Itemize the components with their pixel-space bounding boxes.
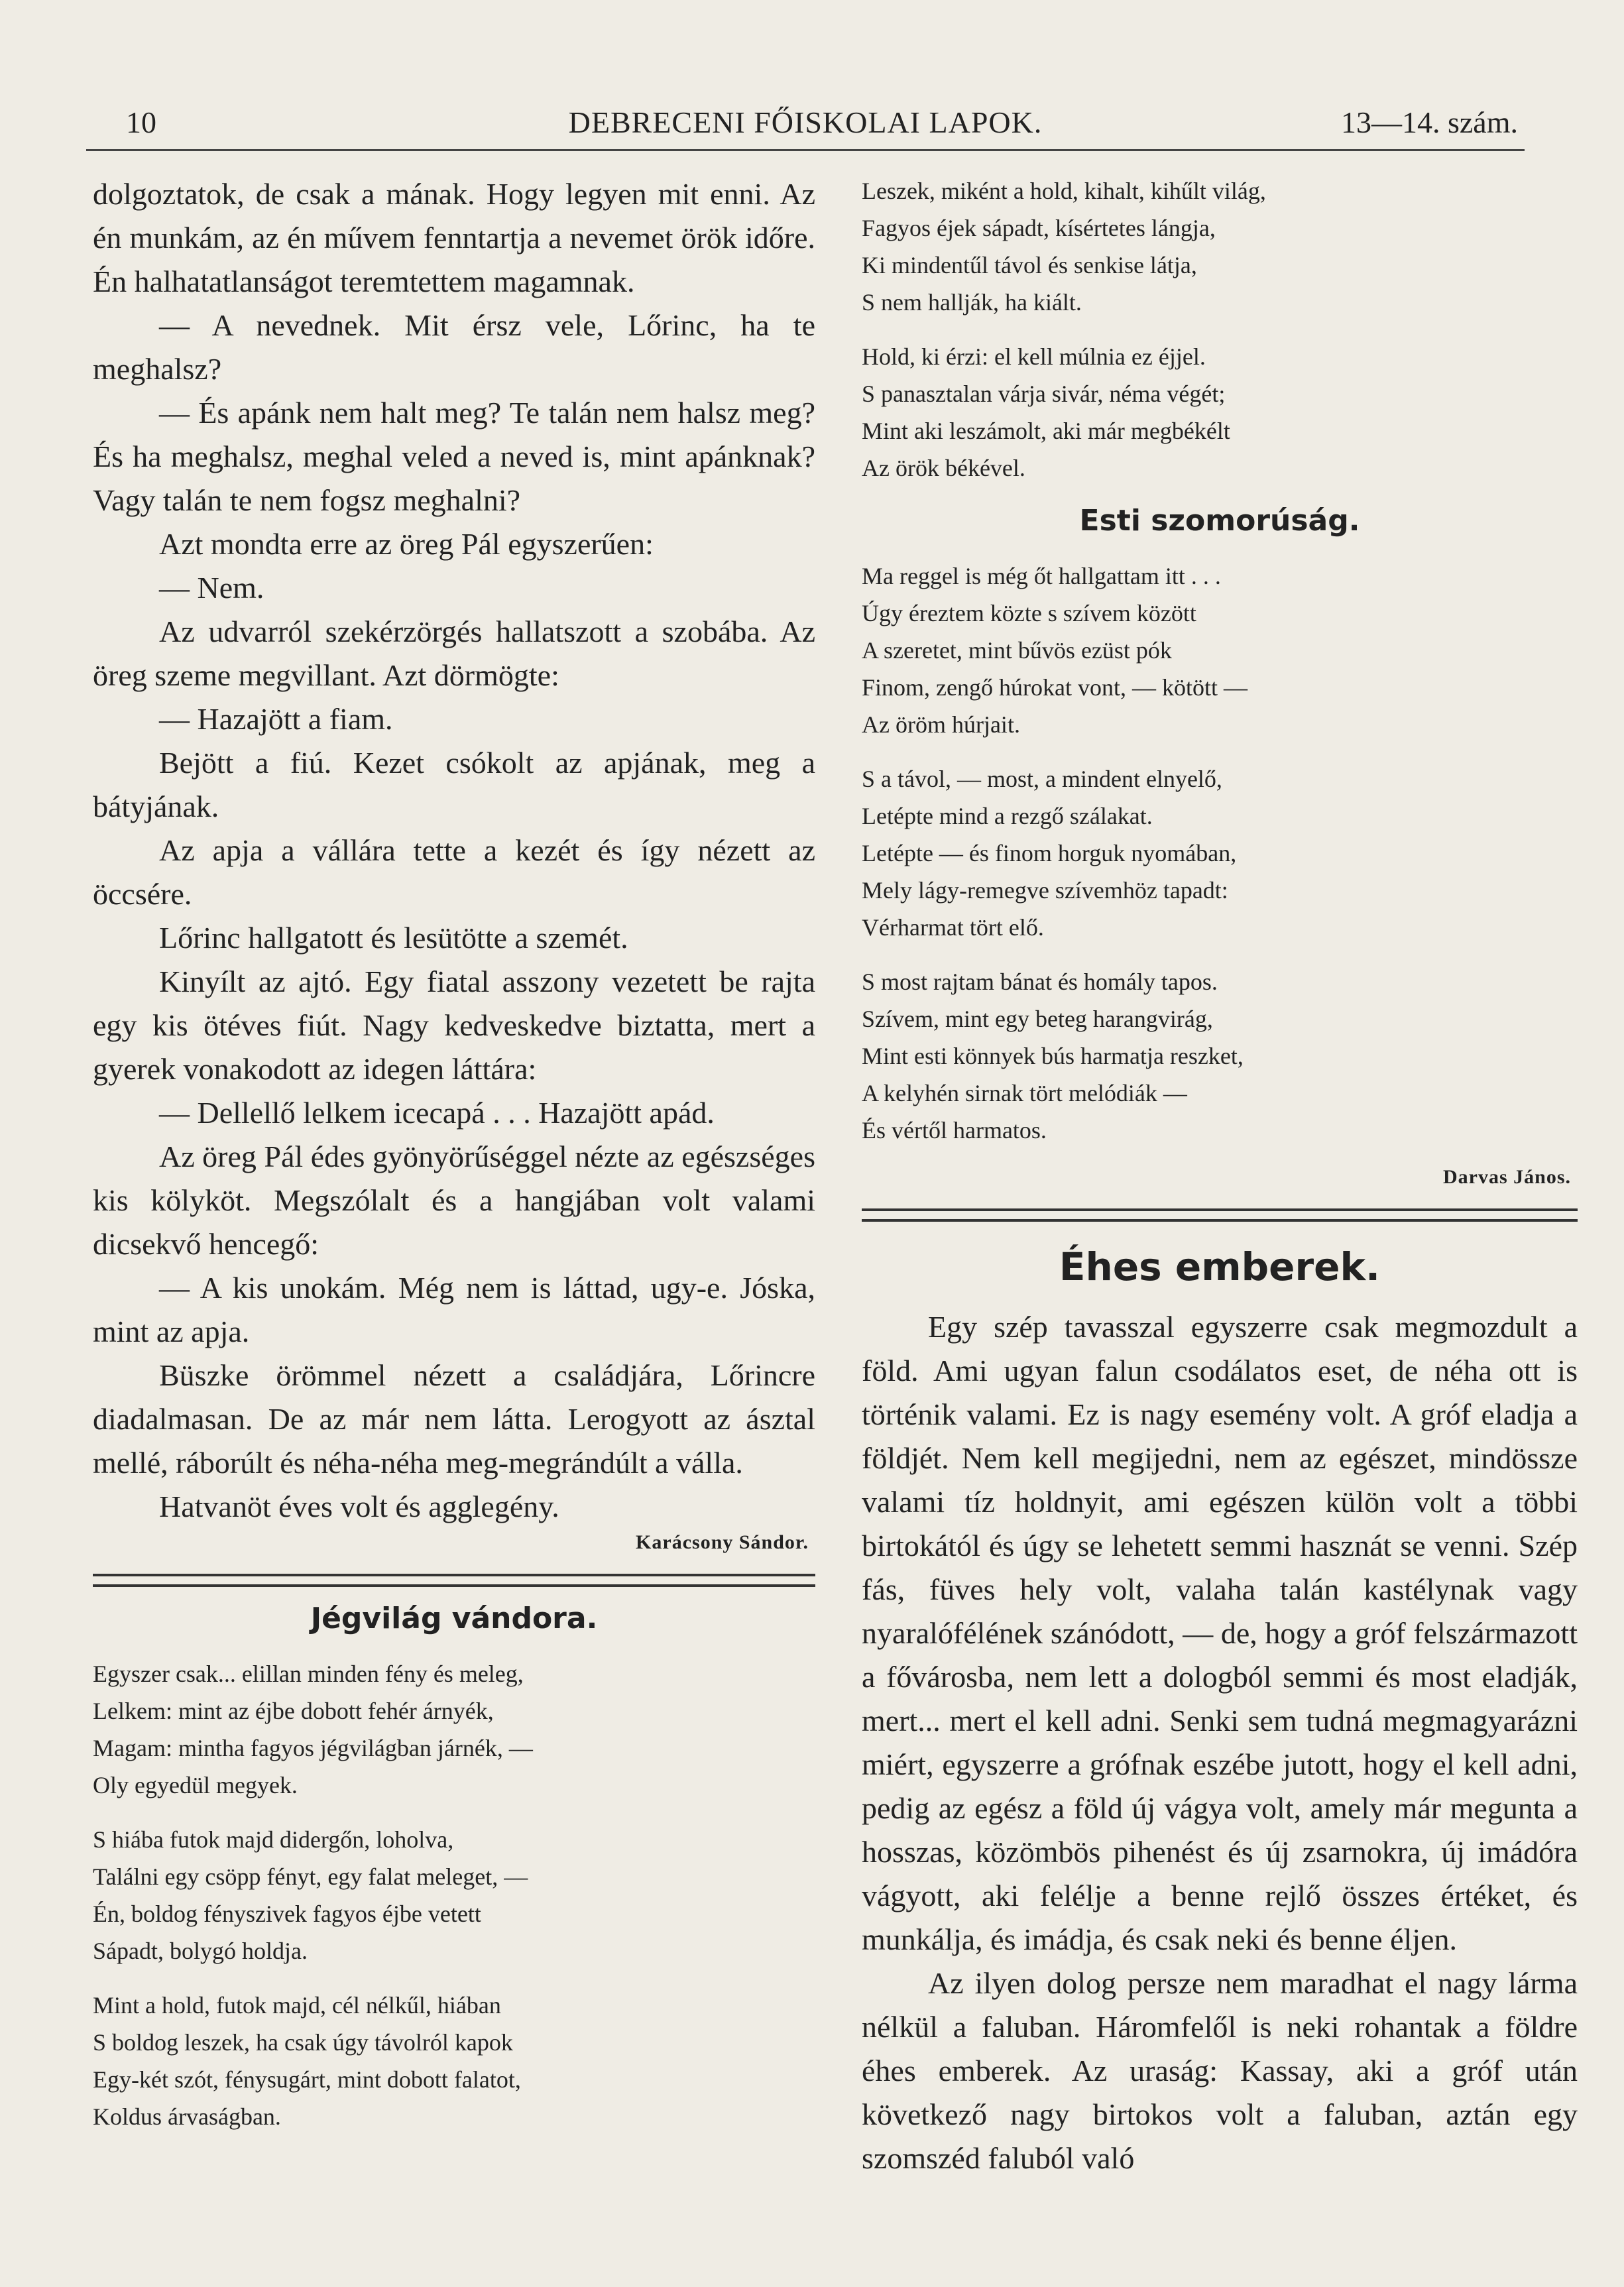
poem-line: Finom, zengő húrokat vont, — kötött — (862, 674, 1247, 701)
poem-continued (862, 172, 1578, 487)
poem-line: Egyszer csak... elillan minden fény és meleg, (93, 1661, 524, 1687)
poem-line: Lelkem: mint az éjbe dobott fehér árnyék, (93, 1698, 494, 1724)
story-paragraph: Azt mondta erre az öreg Pál egyszerűen: (159, 527, 654, 561)
poem-stanza (862, 338, 1578, 487)
publication-title: DEBRECENI FŐISKOLAI LAPOK. (568, 105, 1043, 139)
poem-author: Darvas János. (1442, 1166, 1571, 1188)
poem-line: Magam: mintha fagyos jégvilágban járnék, — (93, 1735, 533, 1761)
page-number: 10 (126, 105, 156, 139)
poem-line: Letépte — és finom horguk nyomában, (862, 840, 1237, 866)
article-text (862, 1305, 1578, 2180)
story-paragraph: Kinyílt az ajtó. Egy fiatal asszony vezetett be rajta egy kis ötéves fiút. Nagy kedveskedve biztatta, mert a gyerek vonakodott az idegen láttára: (93, 965, 815, 1086)
poem-line: Szívem, mint egy beteg harangvirág, (862, 1006, 1213, 1032)
header-rule (86, 149, 1525, 151)
left-column (93, 172, 815, 2152)
poem-line: Fagyos éjek sápadt, kísértetes lángja, (862, 215, 1216, 241)
poem-line: Vérharmat tört elő. (862, 914, 1044, 941)
poem-line: Mint a hold, futok majd, cél nélkűl, hiában (93, 1992, 501, 2019)
poem-stanza (862, 760, 1578, 946)
poem-line: Találni egy csöpp fényt, egy falat meleget, — (93, 1863, 528, 1890)
story-paragraph: — A nevednek. Mit érsz vele, Lőrinc, ha te meghalsz? (93, 308, 815, 386)
story-paragraph: — Hazajött a fiam. (159, 702, 393, 736)
poem-line: Sápadt, bolygó holdja. (93, 1938, 308, 1964)
poem-line: S hiába futok majd didergőn, loholva, (93, 1826, 454, 1853)
poem-line: A szeretet, mint bűvös ezüst pók (862, 637, 1172, 664)
poem-line: S most rajtam bánat és homály tapos. (862, 968, 1218, 995)
poem-line: Úgy éreztem közte s szívem között (862, 600, 1196, 626)
poem-line: S nem hallják, ha kiált. (862, 289, 1082, 316)
story-paragraph: — A kis unokám. Még nem is láttad, ugy-e. Jóska, mint az apja. (93, 1271, 815, 1348)
poem-stanza (93, 1655, 815, 1804)
poem-stanza (862, 172, 1578, 321)
story-paragraph: Az apja a vállára tette a kezét és így nézett az öccsére. (93, 833, 815, 911)
poem-title: Jégvilág vándora. (310, 1602, 598, 1635)
poem-line: S panasztalan várja sivár, néma végét; (862, 381, 1226, 407)
poem-line: S boldog leszek, ha csak úgy távolról kapok (93, 2029, 513, 2056)
story-paragraph: dolgoztatok, de csak a mának. Hogy legyen mit enni. Az én munkám, az én művem fenntartja a nevemet örök időre. Én halhatatlanságot teremtettem magamnak. (93, 177, 815, 298)
section-separator (862, 1208, 1578, 1222)
section-separator (93, 1574, 815, 1587)
poem-stanza (93, 1987, 815, 2135)
story-paragraph: Hatvanöt éves volt és agglegény. (159, 1490, 559, 1523)
poem-line: Mint aki leszámolt, aki már megbékélt (862, 418, 1230, 444)
poem-esti-szomorusag (862, 557, 1578, 1149)
poem-line: Oly egyedül megyek. (93, 1772, 298, 1798)
poem-line: Koldus árvaságban. (93, 2103, 281, 2130)
poem-stanza (862, 557, 1578, 743)
story-paragraph: Az udvarról szekérzörgés hallatszott a szobába. Az öreg szeme megvillant. Azt dörmögte: (93, 615, 815, 692)
story-paragraph: — Dellellő lelkem icecapá . . . Hazajött apád. (159, 1096, 715, 1130)
page-header (86, 98, 1525, 151)
story-paragraph: Az öreg Pál édes gyönyörűséggel nézte az egészséges kis kölyköt. Megszólalt és a hangjában volt valami dicsekvő hencegő: (93, 1140, 815, 1261)
poem-line: S a távol, — most, a mindent elnyelő, (862, 766, 1222, 792)
poem-line: És vértől harmatos. (862, 1117, 1047, 1144)
poem-line: Az örök békével. (862, 455, 1025, 481)
article-paragraph: Egy szép tavasszal egyszerre csak megmozdult a föld. Ami ugyan falun csodálatos eset, de néha ott is történik valami. Ez is nagy esemény volt. A gróf eladja a földjét. Nem kell megijedni, nem az egészet, mindössze valami tíz holdnyit, ami egészen külön volt a többi birtokától és úgy se lehetett semmi hasznát se venni. Szép fás, füves hely volt, valaha talán kastélynak vagy nyaralófélének szánódott, — de, hogy a gróf felszármazott a fővárosba, nem lett a dologból semmi és most eladják, mert... mert el kell adni. Senki sem tudná megmagyarázni miért, egyszerre a grófnak eszébe jutott, hogy el kell adni, pedig az egész a föld új vágya volt, amely már megunta a hosszas, közömbös pihenést és új zsarnokra, új imádóra vágyott, aki felélje a benne rejlő összes értéket, és munkálja, és imádja, és csak neki és benne éljen. (862, 1310, 1578, 1956)
article-paragraph: Az ilyen dolog persze nem maradhat el nagy lárma nélkül a faluban. Háromfelől is neki rohantak a földre éhes emberek. Az uraság: Kassay, aki a gróf után következő nagy birtokos volt a faluban, aztán egy szomszéd faluból való (862, 1966, 1578, 2175)
poem-line: Letépte mind a rezgő szálakat. (862, 803, 1153, 829)
story-paragraph: Büszke örömmel nézett a családjára, Lőrincre diadalmasan. De az már nem látta. Lerogyott az ásztal mellé, ráborúlt és néha-néha meg-megrándúlt a válla. (93, 1358, 815, 1480)
poem-stanza (93, 1821, 815, 1969)
article-title: Éhes emberek. (1059, 1244, 1381, 1289)
poem-line: Mint esti könnyek bús harmatja reszket, (862, 1043, 1244, 1069)
poem-line: Mely lágy-remegve szívemhöz tapadt: (862, 877, 1228, 904)
story-text (93, 172, 815, 1529)
poem-line: Hold, ki érzi: el kell múlnia ez éjjel. (862, 343, 1206, 370)
poem-line: Egy-két szót, fénysugárt, mint dobott falatot, (93, 2066, 521, 2093)
poem-line: Ki mindentűl távol és senkise látja, (862, 252, 1197, 278)
issue-number: 13—14. szám. (1340, 105, 1518, 139)
story-paragraph: — Nem. (159, 571, 264, 605)
poem-stanza (862, 963, 1578, 1149)
story-author: Karácsony Sándor. (636, 1531, 809, 1553)
poem-title: Esti szomorúság. (1079, 504, 1360, 538)
poem-line: A kelyhén sirnak tört melódiák — (862, 1080, 1187, 1106)
poem-line: Ma reggel is még őt hallgattam itt . . . (862, 563, 1221, 589)
poem-line: Leszek, miként a hold, kihalt, kihűlt világ, (862, 178, 1266, 204)
story-paragraph: Lőrinc hallgatott és lesütötte a szemét. (159, 921, 628, 955)
poem-line: Az öröm húrjait. (862, 711, 1020, 738)
story-paragraph: — És apánk nem halt meg? Te talán nem halsz meg? És ha meghalsz, meghal veled a neved is, mint apánknak? Vagy talán te nem fogsz meghalni? (93, 396, 815, 517)
story-paragraph: Bejött a fiú. Kezet csókolt az apjának, meg a bátyjának. (93, 746, 815, 823)
poem-jegvilag (93, 1655, 815, 2135)
poem-line: Én, boldog fényszivek fagyos éjbe vetett (93, 1901, 481, 1927)
right-column (862, 172, 1578, 2180)
